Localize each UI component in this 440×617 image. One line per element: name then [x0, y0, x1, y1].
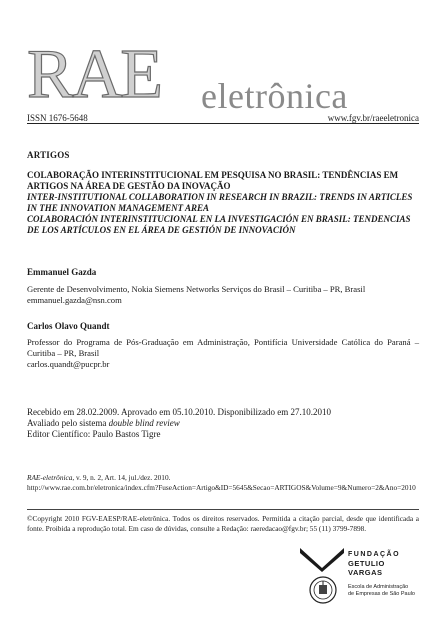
review-prefix: Avaliado pelo sistema [27, 418, 109, 428]
eaesp-text [348, 584, 415, 598]
author-affiliation: Gerente de Desenvolvimento, Nokia Siemens Networks Serviços do Brasil – Curitiba – PR, Brasil [27, 284, 366, 294]
issn: ISSN 1676-5648 [27, 113, 88, 123]
author-name: Carlos Olavo Quandt [27, 321, 110, 331]
logo-eletronica-text: eletrônica [201, 76, 348, 116]
citation-line [27, 473, 419, 483]
fgv-line1: FUNDAÇÃO [348, 551, 401, 558]
citation-details: , v. 9, n. 2, Art. 14, jul./dez. 2010. [72, 473, 171, 482]
dates-received: Recebido em 28.02.2009. Aprovado em 05.10.2010. Disponibilizado em 27.10.2010 [27, 407, 331, 417]
review-system [27, 418, 419, 429]
title-portuguese: COLABORAÇÃO INTERINSTITUCIONAL EM PESQUISA NO BRASIL: TENDÊNCIAS EM ARTIGOS NA ÁREA DE GESTÃO DA INOVAÇÃO [27, 170, 399, 191]
header-divider [27, 123, 419, 124]
citation [27, 473, 419, 492]
fgv-line2: GETULIO VARGAS [348, 559, 385, 577]
fgv-chevron-icon [300, 548, 344, 572]
title-spanish: COLABORACIÓN INTERINSTITUCIONAL EN LA INVESTIGACIÓN EN BRASIL: TENDENCIAS DE LOS ARTÍCULOS EN EL ÁREA DE GESTIÓN DE INNOVACIÓN [27, 214, 411, 235]
fgv-logo [300, 548, 420, 608]
logo-rae-text: RAE [27, 36, 161, 113]
eaesp-line1: Escola de Administração [348, 584, 409, 590]
scientific-editor: Editor Científico: Paulo Bastos Tigre [27, 429, 161, 439]
review-type: double blind review [108, 418, 180, 428]
section-label: ARTIGOS [27, 150, 70, 160]
publication-dates [27, 407, 419, 440]
author-name: Emmanuel Gazda [27, 267, 97, 277]
author-email[interactable]: emmanuel.gazda@nsn.com [27, 295, 122, 305]
eaesp-line2: de Empresas de São Paulo [348, 591, 415, 597]
eaesp-seal-icon [308, 575, 338, 605]
journal-url[interactable]: www.fgv.br/raeeletronica [327, 113, 419, 123]
footer-divider [27, 509, 419, 510]
copyright-notice: ©Copyright 2010 FGV-EAESP/RAE-eletrônica. Todos os direitos reservados. Permitida a citação parcial, desde que identificada a fonte. Proibida a reprodução total. Em caso de dúvidas, consulte a Redação: raeredacao@fgv.br; 55 (11) 3799-7898. [27, 514, 419, 533]
citation-journal: RAE-eletrônica [27, 473, 73, 482]
author-affiliation: Professor do Programa de Pós-Graduação em Administração, Pontifícia Universidade Católica do Paraná – Curitiba – PR, Brasil [27, 337, 419, 358]
author-email[interactable]: carlos.quandt@pucpr.br [27, 359, 110, 369]
title-english: INTER-INSTITUTIONAL COLLABORATION IN RESEARCH IN BRAZIL: TRENDS IN ARTICLES IN THE INNOVATION MANAGEMENT AREA [27, 192, 413, 213]
citation-url[interactable]: http://www.rae.com.br/eletronica/index.cfm?FuseAction=Artigo&ID=5645&Secao=ARTIGOS&Volume=9&Numero=2&Ano=2010 [27, 482, 416, 492]
journal-logo [27, 36, 419, 116]
